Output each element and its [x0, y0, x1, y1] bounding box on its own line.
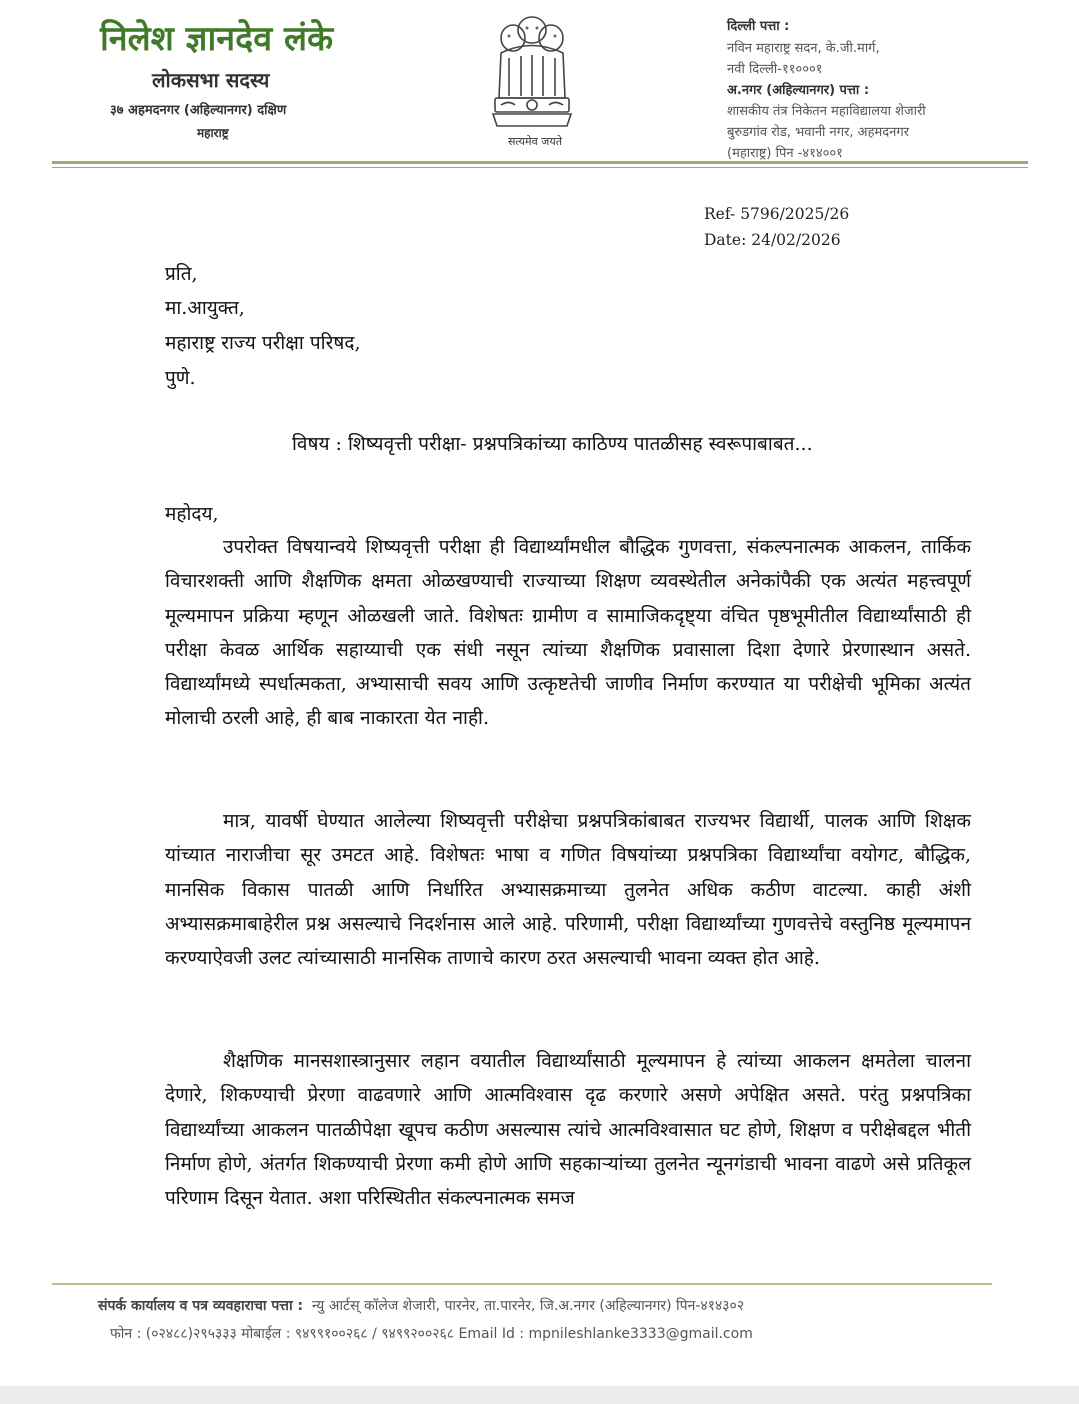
letter-date: Date: 24/02/2026 [704, 231, 841, 249]
sender-state: महाराष्ट्र [197, 126, 229, 140]
nagar-address-heading: अ.नगर (अहिल्यानगर) पत्ता : [727, 83, 870, 98]
sender-post: लोकसभा सदस्य [152, 68, 270, 92]
footer-address-text: न्यु आर्टस् कॉलेज शेजारी, पारनेर, ता.पारनेर, जि.अ.नगर (अहिल्यानगर) पिन-४१४३०२ [312, 1298, 745, 1314]
recipient-line: प्रति, [165, 263, 198, 285]
header-divider-thin [52, 167, 1028, 168]
letter-subject: विषय : शिष्यवृत्ती परीक्षा- प्रश्नपत्रिकांच्या काठिण्य पातळीसह स्वरूपाबाबत... [292, 433, 813, 455]
body-paragraph: उपरोक्त विषयान्वये शिष्यवृत्ती परीक्षा ही विद्यार्थ्यांमधील बौद्धिक गुणवत्ता, संकल्पनात्मक आकलन, तार्किक विचारशक्ती आणि शैक्षणिक क्षमता ओळखण्याची राज्याच्या शिक्षण व्यवस्थेतील अनेकांपैकी एक अत्यंत महत्त्वपूर्ण मूल्यमापन प्रक्रिया म्हणून ओळखली जाते. विशेषतः ग्रामीण व सामाजिकदृष्ट्या वंचित पृष्ठभूमीतील विद्यार्थ्यांसाठी ही परीक्षा केवळ आर्थिक सहाय्याची एक संधी नसून त्यांच्या शैक्षणिक प्रवासाला दिशा देणारे प्रेरणास्थान असते. विद्यार्थ्यांमध्ये स्पर्धात्मकता, अभ्यासाची सवय आणि उत्कृष्टतेची जाणीव निर्माण करण्यात या परीक्षेची भूमिका अत्यंत मोलाची ठरली आहे, ही बाब नाकारता येत नाही. [165, 536, 971, 730]
header-divider [52, 161, 1028, 164]
reference-number: Ref- 5796/2025/26 [704, 205, 850, 223]
footer-address-label: संपर्क कार्यालय व पत्र व्यवहाराचा पत्ता : [98, 1298, 304, 1314]
recipient-line: महाराष्ट्र राज्य परीक्षा परिषद, [165, 332, 361, 354]
body-paragraph: शैक्षणिक मानसशास्त्रानुसार लहान वयातील विद्यार्थ्यांसाठी मूल्यमापन हे त्यांच्या आकलन क्षमतेला चालना देणारे, शिकण्याची प्रेरणा वाढवणारे आणि आत्मविश्वास दृढ करणारे असणे अपेक्षित असते. परंतु प्रश्नपत्रिका विद्यार्थ्यांच्या आकलन पातळीपेक्षा खूपच कठीण असल्यास त्यांचे आत्मविश्वासात घट होणे, शिक्षण व परीक्षेबद्दल भीती निर्माण होणे, अंतर्गत शिकण्याची प्रेरणा कमी होणे आणि सहकाऱ्यांच्या तुलनेत न्यूनगंडाची भावना वाढणे असे प्रतिकूल परिणाम दिसून येतात. अशा परिस्थितीत संकल्पनात्मक समज [165, 1050, 971, 1210]
recipient-line: पुणे. [165, 367, 196, 389]
sender-constituency: ३७ अहमदनगर (अहिल्यानगर) दक्षिण [110, 103, 287, 118]
delhi-address-heading: दिल्ली पत्ता : [727, 19, 790, 34]
body-paragraph: मात्र, यावर्षी घेण्यात आलेल्या शिष्यवृत्ती परीक्षेचा प्रश्नपत्रिकांबाबत राज्यभर विद्यार्थी, पालक आणि शिक्षक यांच्यात नाराजीचा सूर उमटत आहे. विशेषतः भाषा व गणित विषयांच्या प्रश्नपत्रिका विद्यार्थ्यांचा वयोगट, बौद्धिक, मानसिक विकास पातळी आणि निर्धारित अभ्यासक्रमाच्या तुलनेत अधिक कठीण वाटल्या. काही अंशी अभ्यासक्रमाबाहेरील प्रश्न असल्याचे निदर्शनास आले आहे. परिणामी, परीक्षा विद्यार्थ्यांच्या गुणवत्तेचे वस्तुनिष्ठ मूल्यमापन करण्याऐवजी उलट त्यांच्यासाठी मानसिक ताणाचे कारण ठरत असल्याची भावना व्यक्त होत आहे. [165, 810, 971, 970]
sender-name: निलेश ज्ञानदेव लंके [100, 19, 334, 59]
delhi-address-line: नवी दिल्ली-११०००१ [727, 62, 823, 77]
delhi-address-line: नविन महाराष्ट्र सदन, के.जी.मार्ग, [727, 41, 880, 56]
footer-divider [52, 1283, 992, 1285]
national-emblem-icon [487, 8, 577, 133]
nagar-address-line: शासकीय तंत्र निकेतन महाविद्यालया शेजारी [727, 104, 926, 119]
footer-address [98, 1296, 744, 1315]
page-bottom-band [0, 1386, 1079, 1404]
salutation: महोदय, [165, 503, 219, 525]
recipient-line: मा.आयुक्त, [165, 297, 245, 319]
nagar-address-line: बुरुडगांव रोड, भवानी नगर, अहमदनगर [727, 125, 910, 140]
emblem-motto: सत्यमेव जयते [507, 135, 562, 148]
nagar-address-line: (महाराष्ट्र) पिन -४१४००१ [727, 146, 843, 161]
footer-contact: फोन : (०२४८८)२९५३३३ मोबाईल : ९४९९१००२६८ / ९४९९२००२६८ Email Id : mpnileshlanke3333@gmail.com [110, 1326, 753, 1342]
